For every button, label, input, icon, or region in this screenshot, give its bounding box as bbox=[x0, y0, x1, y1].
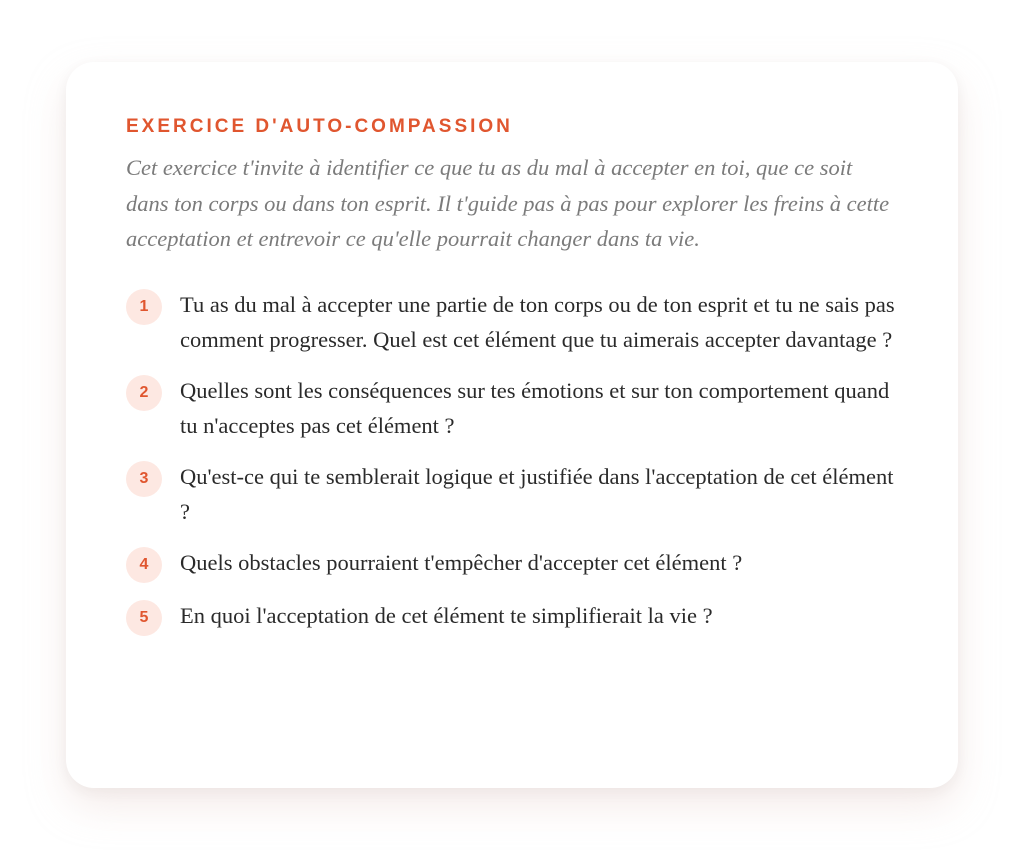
step-number-badge: 2 bbox=[126, 375, 162, 411]
step-item bbox=[126, 551, 898, 583]
step-item bbox=[126, 465, 898, 530]
step-question: Quelles sont les conséquences sur tes émotions et sur ton comportement quand tu n'acceptes pas cet élément ? bbox=[180, 377, 890, 438]
step-item bbox=[126, 604, 898, 636]
steps-list bbox=[126, 293, 898, 636]
step-question: En quoi l'acceptation de cet élément te simplifierait la vie ? bbox=[180, 602, 713, 628]
step-item bbox=[126, 293, 898, 358]
step-number-badge: 4 bbox=[126, 547, 162, 583]
step-question: Qu'est-ce qui te semblerait logique et justifiée dans l'acceptation de cet élément ? bbox=[180, 463, 894, 524]
step-question: Quels obstacles pourraient t'empêcher d'accepter cet élément ? bbox=[180, 549, 743, 575]
exercise-intro: Cet exercice t'invite à identifier ce que tu as du mal à accepter en toi, que ce soit dans ton corps ou dans ton esprit. Il t'guide pas à pas pour explorer les freins à cette acceptation et entrevoir ce qu'elle pourrait changer dans ta vie. bbox=[126, 155, 890, 251]
step-number-badge: 5 bbox=[126, 600, 162, 636]
step-item bbox=[126, 379, 898, 444]
step-number-badge: 1 bbox=[126, 289, 162, 325]
step-question: Tu as du mal à accepter une partie de ton corps ou de ton esprit et tu ne sais pas comment progresser. Quel est cet élément que tu aimerais accepter davantage ? bbox=[180, 291, 895, 352]
exercise-eyebrow-title: EXERCICE D'AUTO-COMPASSION bbox=[126, 116, 513, 137]
exercise-card bbox=[66, 62, 958, 788]
step-number-badge: 3 bbox=[126, 461, 162, 497]
